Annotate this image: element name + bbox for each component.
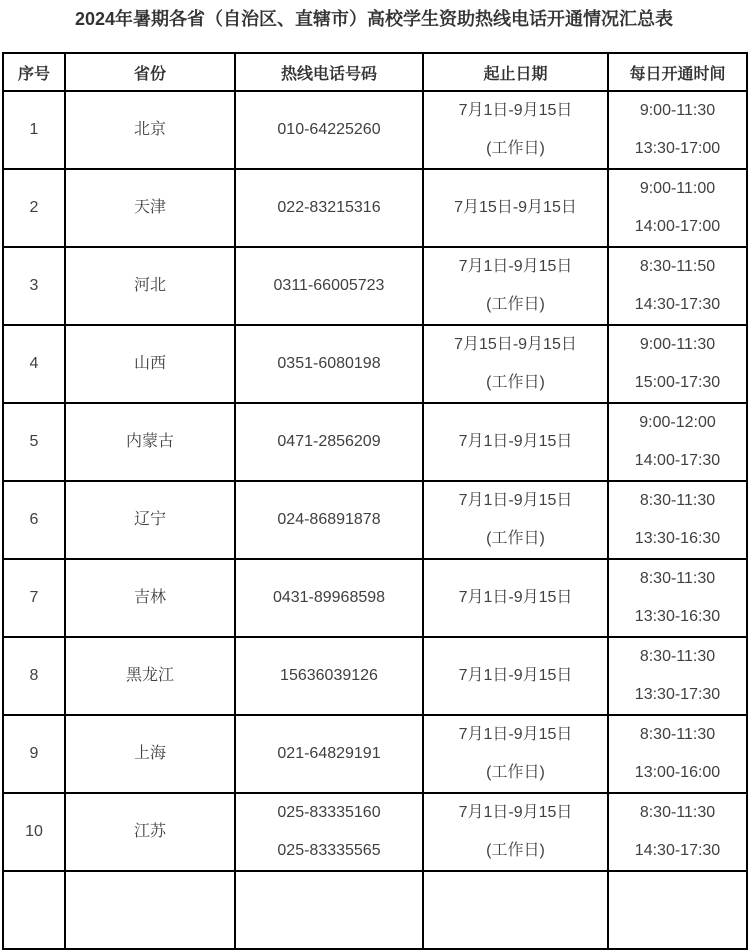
cell-phone xyxy=(235,481,423,559)
cell-phone xyxy=(235,793,423,871)
cell-times-line: 13:30-16:30 xyxy=(634,530,721,547)
cell-dates-line: 7月1日-9月15日 xyxy=(458,667,573,684)
cell-phone-line: 0431-89968598 xyxy=(272,589,386,606)
cell-index-line: 6 xyxy=(29,511,39,528)
cell-phone xyxy=(235,403,423,481)
cell-province-line: 辽宁 xyxy=(133,511,166,528)
cell-index xyxy=(3,169,65,247)
cell-dates-line: (工作日) xyxy=(486,842,545,859)
cell-dates xyxy=(423,169,608,247)
cell-province-line: 河北 xyxy=(133,277,166,294)
hotline-table xyxy=(2,52,748,950)
cell-index xyxy=(3,481,65,559)
table-row xyxy=(3,169,747,247)
cell-phone xyxy=(235,637,423,715)
cell-times xyxy=(608,325,747,403)
cell-province-line: 北京 xyxy=(133,121,166,138)
cell-dates-line: 7月1日-9月15日 xyxy=(458,102,573,119)
cell-dates xyxy=(423,715,608,793)
cell-index-line: 5 xyxy=(29,433,39,450)
cell-phone-line: 022-83215316 xyxy=(277,199,381,216)
cell-dates-line: (工作日) xyxy=(486,530,545,547)
cell-times xyxy=(608,91,747,169)
cell-province-line: 内蒙古 xyxy=(125,433,174,450)
cell-phone xyxy=(235,715,423,793)
cell-times xyxy=(608,169,747,247)
cell-phone-line: 025-83335160 xyxy=(277,804,381,821)
cell-times-line: 9:00-12:00 xyxy=(639,414,716,431)
cell-index-line: 4 xyxy=(29,355,39,372)
cell-index-line: 10 xyxy=(25,823,43,840)
cell-phone-line: 025-83335565 xyxy=(277,842,381,859)
cell-dates xyxy=(423,325,608,403)
cell-dates-line: (工作日) xyxy=(486,764,545,781)
cell-province-line: 江苏 xyxy=(133,823,166,840)
cell-dates xyxy=(423,91,608,169)
cell-phone-line: 010-64225260 xyxy=(277,121,381,138)
table-row xyxy=(3,481,747,559)
cell-dates-line: 7月1日-9月15日 xyxy=(458,589,573,606)
cell-times-line: 9:00-11:00 xyxy=(639,180,716,197)
cell-index-line: 1 xyxy=(29,121,39,138)
table-row xyxy=(3,637,747,715)
table-row xyxy=(3,91,747,169)
cell-index-line: 2 xyxy=(29,199,39,216)
cell-times-line: 15:00-17:30 xyxy=(634,374,721,391)
cell-province xyxy=(65,637,235,715)
cell-dates xyxy=(423,247,608,325)
table-row xyxy=(3,247,747,325)
cell-phone xyxy=(235,325,423,403)
page-title: 2024年暑期各省（自治区、直辖市）高校学生资助热线电话开通情况汇总表 xyxy=(74,9,674,29)
cell-times-line: 8:30-11:30 xyxy=(639,648,716,665)
table-row xyxy=(3,793,747,871)
cell-province xyxy=(65,403,235,481)
cell-index xyxy=(3,637,65,715)
cell-province xyxy=(65,559,235,637)
cell-times-line: 8:30-11:30 xyxy=(639,726,716,743)
cell-dates-line: 7月1日-9月15日 xyxy=(458,804,573,821)
cell-phone xyxy=(235,169,423,247)
cell-times xyxy=(608,559,747,637)
col-header-phone: 热线电话号码 xyxy=(235,53,423,91)
cell-times-line: 9:00-11:30 xyxy=(639,102,716,119)
cell-times-line: 8:30-11:30 xyxy=(639,804,716,821)
cell-index-line: 9 xyxy=(29,745,39,762)
cell-phone-line: 0471-2856209 xyxy=(277,433,381,450)
cell-province xyxy=(65,481,235,559)
table-body-partial xyxy=(3,871,747,949)
cell-times xyxy=(608,637,747,715)
cell-phone-line: 15636039126 xyxy=(280,667,378,684)
cell-province-line: 天津 xyxy=(133,199,166,216)
table-row-partial xyxy=(3,871,747,949)
cell-dates-line: 7月1日-9月15日 xyxy=(458,433,573,450)
col-header-times: 每日开通时间 xyxy=(608,53,747,91)
cell-dates-line: 7月1日-9月15日 xyxy=(458,258,573,275)
cell-times-line: 13:00-16:00 xyxy=(634,764,721,781)
cell-times-line: 8:30-11:30 xyxy=(639,570,716,587)
cell-index xyxy=(3,247,65,325)
cell-phone xyxy=(235,247,423,325)
cell-index-line: 3 xyxy=(29,277,39,294)
cell-times-line: 14:00-17:00 xyxy=(634,218,721,235)
cell-index-line: 8 xyxy=(29,667,39,684)
cell-times-line: 14:30-17:30 xyxy=(634,296,721,313)
cell-empty xyxy=(65,871,235,949)
cell-times-line: 14:00-17:30 xyxy=(634,452,721,469)
cell-phone-line: 021-64829191 xyxy=(277,745,381,762)
cell-times-line: 8:30-11:50 xyxy=(639,258,716,275)
cell-dates xyxy=(423,793,608,871)
cell-phone-line: 0351-6080198 xyxy=(277,355,381,372)
cell-index xyxy=(3,403,65,481)
cell-province-line: 黑龙江 xyxy=(125,667,174,684)
cell-dates-line: 7月1日-9月15日 xyxy=(458,492,573,509)
table-body xyxy=(3,91,747,871)
cell-times-line: 13:30-16:30 xyxy=(634,608,721,625)
col-header-dates: 起止日期 xyxy=(423,53,608,91)
cell-dates-line: 7月1日-9月15日 xyxy=(458,726,573,743)
cell-province xyxy=(65,325,235,403)
cell-empty xyxy=(235,871,423,949)
cell-dates-line: (工作日) xyxy=(486,296,545,313)
cell-province xyxy=(65,91,235,169)
cell-times xyxy=(608,715,747,793)
table-row xyxy=(3,325,747,403)
table-row xyxy=(3,715,747,793)
cell-times-line: 14:30-17:30 xyxy=(634,842,721,859)
table-row xyxy=(3,403,747,481)
cell-times-line: 9:00-11:30 xyxy=(639,336,716,353)
cell-index xyxy=(3,715,65,793)
cell-index xyxy=(3,91,65,169)
table-row xyxy=(3,559,747,637)
cell-dates-line: (工作日) xyxy=(486,374,545,391)
cell-province-line: 上海 xyxy=(133,745,166,762)
cell-empty xyxy=(3,871,65,949)
cell-times-line: 13:30-17:30 xyxy=(634,686,721,703)
cell-empty xyxy=(423,871,608,949)
header-row xyxy=(3,53,747,91)
col-header-province: 省份 xyxy=(65,53,235,91)
cell-times xyxy=(608,481,747,559)
col-header-index: 序号 xyxy=(3,53,65,91)
cell-index xyxy=(3,325,65,403)
cell-province xyxy=(65,793,235,871)
cell-times-line: 8:30-11:30 xyxy=(639,492,716,509)
cell-empty xyxy=(608,871,747,949)
cell-dates xyxy=(423,403,608,481)
cell-province-line: 山西 xyxy=(133,355,166,372)
cell-dates-line: (工作日) xyxy=(486,140,545,157)
cell-phone-line: 0311-66005723 xyxy=(273,277,385,294)
cell-dates xyxy=(423,637,608,715)
cell-province xyxy=(65,247,235,325)
cell-dates-line: 7月15日-9月15日 xyxy=(454,199,577,216)
cell-dates-line: 7月15日-9月15日 xyxy=(454,336,577,353)
cell-province-line: 吉林 xyxy=(133,589,166,606)
cell-times xyxy=(608,793,747,871)
cell-index xyxy=(3,793,65,871)
cell-index xyxy=(3,559,65,637)
cell-times xyxy=(608,403,747,481)
cell-dates xyxy=(423,559,608,637)
cell-index-line: 7 xyxy=(29,589,39,606)
table-header xyxy=(3,53,747,91)
cell-province xyxy=(65,715,235,793)
cell-times xyxy=(608,247,747,325)
cell-phone-line: 024-86891878 xyxy=(277,511,381,528)
cell-dates xyxy=(423,481,608,559)
cell-phone xyxy=(235,559,423,637)
cell-province xyxy=(65,169,235,247)
cell-times-line: 13:30-17:00 xyxy=(634,140,721,157)
cell-phone xyxy=(235,91,423,169)
